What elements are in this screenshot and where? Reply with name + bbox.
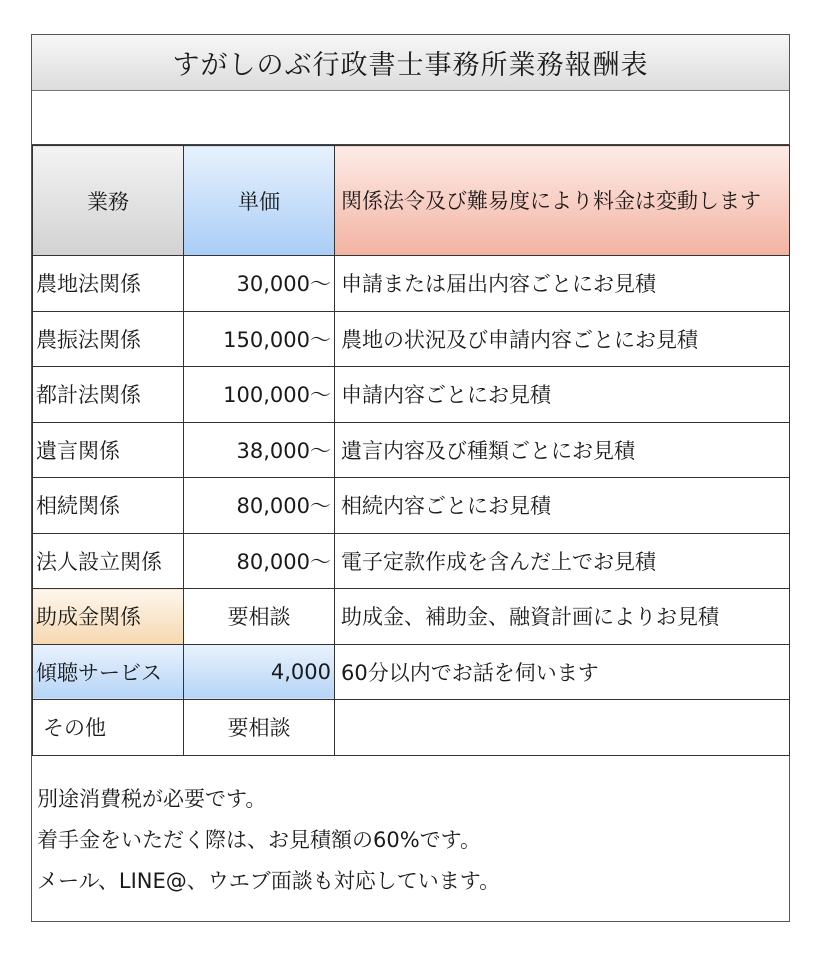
page-title: すがしのぶ行政書士事務所業務報酬表	[32, 35, 789, 91]
fee-table	[32, 145, 790, 756]
row-note: 申請または届出内容ごとにお見積	[335, 256, 790, 312]
row-note: 助成金、補助金、融資計画によりお見積	[335, 589, 790, 645]
row-price: 30,000〜	[184, 256, 335, 312]
row-service: その他	[33, 700, 184, 756]
row-price: 要相談	[184, 700, 335, 756]
row-service: 傾聴サービス	[33, 644, 184, 700]
row-note: 遺言内容及び種類ごとにお見積	[335, 422, 790, 478]
table-row-farmland	[33, 256, 790, 312]
table-row-subsidy	[33, 589, 790, 645]
row-note: 申請内容ごとにお見積	[335, 367, 790, 423]
header-note: 関係法令及び難易度により料金は変動します	[335, 146, 790, 256]
row-note: 60分以内でお話を伺います	[335, 644, 790, 700]
row-price: 4,000	[184, 644, 335, 700]
fee-sheet	[31, 34, 790, 922]
row-service: 農振法関係	[33, 311, 184, 367]
table-row-will	[33, 422, 790, 478]
row-price: 80,000〜	[184, 533, 335, 589]
blank-row	[32, 91, 789, 145]
row-service: 遺言関係	[33, 422, 184, 478]
header-price: 単価	[184, 146, 335, 256]
table-row-other	[33, 700, 790, 756]
table-row-inheritance	[33, 478, 790, 534]
row-note: 農地の状況及び申請内容ごとにお見積	[335, 311, 790, 367]
table-row-agri-promotion	[33, 311, 790, 367]
table-row-listening	[33, 644, 790, 700]
row-price: 100,000〜	[184, 367, 335, 423]
row-note	[335, 700, 790, 756]
table-row-incorporation	[33, 533, 790, 589]
row-service: 助成金関係	[33, 589, 184, 645]
row-service: 都計法関係	[33, 367, 184, 423]
row-service: 相続関係	[33, 478, 184, 534]
row-price: 150,000〜	[184, 311, 335, 367]
row-service: 農地法関係	[33, 256, 184, 312]
table-header-row	[33, 146, 790, 256]
row-price: 80,000〜	[184, 478, 335, 534]
footer-note-contact: メール、LINE@、ウエブ面談も対応しています。	[37, 869, 501, 893]
row-note: 相続内容ごとにお見積	[335, 478, 790, 534]
footer-note-tax: 別途消費税が必要です。	[37, 787, 267, 811]
table-row-city-planning	[33, 367, 790, 423]
footer-note-deposit: 着手金をいただく際は、お見積額の60%です。	[37, 828, 481, 852]
row-price: 要相談	[184, 589, 335, 645]
row-price: 38,000〜	[184, 422, 335, 478]
footer-notes	[32, 755, 789, 921]
header-service: 業務	[33, 146, 184, 256]
row-note: 電子定款作成を含んだ上でお見積	[335, 533, 790, 589]
row-service: 法人設立関係	[33, 533, 184, 589]
